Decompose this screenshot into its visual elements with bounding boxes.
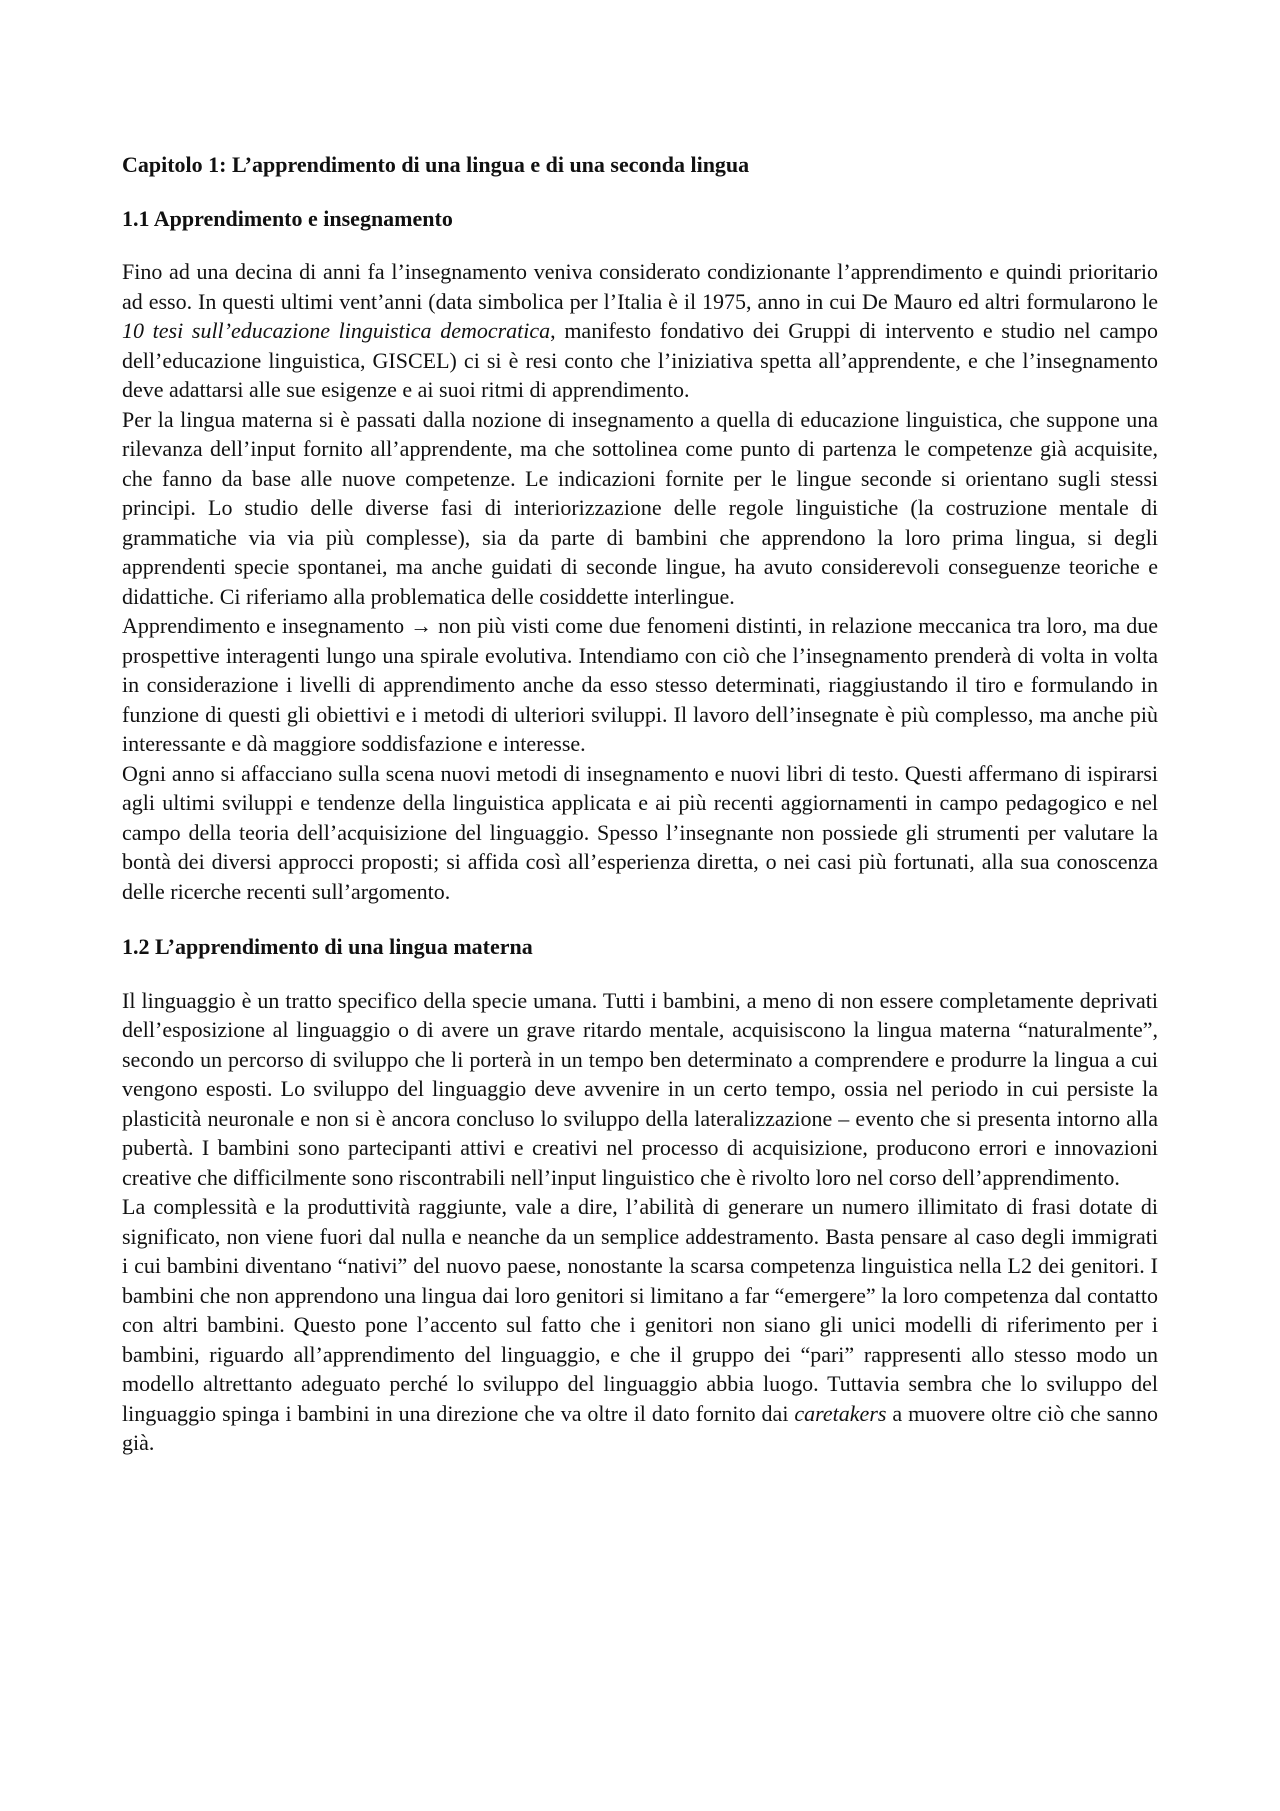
section-title: 1.2 L’apprendimento di una lingua materna: [122, 934, 533, 959]
paragraph: [122, 986, 1158, 1193]
paragraph-italic-text: 10 tesi sull’educazione linguistica democratica: [122, 318, 551, 343]
paragraph: [122, 611, 1158, 759]
paragraph: [122, 257, 1158, 405]
paragraph-text: Per la lingua materna si è passati dalla nozione di insegnamento a quella di educazione linguistica, che suppone una rilevanza dell’input fornito all’apprendente, ma che sottolinea come punto di partenza le competenze già acquisite, che fanno da base alle nuove competenze. Le indicazioni fornite per le lingue seconde si orientano sugli stessi principi. Lo studio delle diverse fasi di interiorizzazione delle regole linguistiche (la costruzione mentale di grammatiche via via più complesse), sia da parte di bambini che apprendono la loro prima lingua, si degli apprendenti specie spontanei, ma anche guidati di seconde lingue, ha avuto considerevoli conseguenze teoriche e didattiche. Ci riferiamo alla problematica delle cosiddette interlingue.: [122, 406, 1158, 609]
section-1-2: [122, 932, 1158, 1458]
paragraph-italic-text: caretakers: [794, 1400, 887, 1426]
paragraph-text: a muovere oltre ciò che sanno già.: [122, 1400, 1158, 1455]
chapter-title: Capitolo 1: L’apprendimento di una lingua e di una seconda lingua: [122, 152, 750, 177]
paragraph-text: , manifesto fondativo dei Gruppi di intervento e studio nel campo dell’educazione linguistica, GISCEL) ci si è resi conto che l’iniziativa spetta all’apprendente, e che l’insegnamento deve adattarsi alle sue esigenze e ai suoi ritmi di apprendimento.: [122, 318, 1158, 402]
paragraph-text: Fino ad una decina di anni fa l’insegnamento veniva considerato condizionante l’apprendimento e quindi prioritario ad esso. In questi ultimi vent’anni (data simbolica per l’Italia è il 1975, anno in cui De Mauro ed altri formularono le: [122, 259, 1158, 314]
section-divider: [122, 906, 1158, 932]
paragraph: [122, 1192, 1158, 1458]
paragraph-text: Ogni anno si affacciano sulla scena nuovi metodi di insegnamento e nuovi libri di testo. Questi affermano di ispirarsi agli ultimi sviluppi e tendenze della linguistica applicata e ai più recenti aggiornamenti in campo pedagogico e nel campo della teoria dell’acquisizione del linguaggio. Spesso l’insegnante non possiede gli strumenti per valutare la bontà dei diversi approcci proposti; si affida così all’esperienza diretta, o nei casi più fortunati, alla sua conoscenza delle ricerche recenti sull’argomento.: [122, 760, 1158, 904]
paragraph-text: Apprendimento e insegnamento → non più visti come due fenomeni distinti, in relazione meccanica tra loro, ma due prospettive interagenti lungo una spirale evolutiva. Intendiamo con ciò che l’insegnamento prenderà di volta in volta in considerazione i livelli di apprendimento anche da esso stesso determinati, riaggiustando il tiro e formulando in funzione di questi gli obiettivi e i metodi di ulteriori sviluppi. Il lavoro dell’insegnate è più complesso, ma anche più interessante e dà maggiore soddisfazione e interesse.: [122, 613, 1158, 756]
document-page: [122, 150, 1158, 1458]
paragraph-text: La complessità e la produttività raggiunte, vale a dire, l’abilità di generare un numero illimitato di frasi dotate di significato, non viene fuori dal nulla e neanche da un semplice addestramento. Basta pensare al caso degli immigrati i cui bambini diventano “nativi” del nuovo paese, nonostante la scarsa competenza linguistica nella L2 dei genitori. I bambini che non apprendono una lingua dai loro genitori si limitano a far “emergere” la loro competenza dal contatto con altri bambini. Questo pone l’accento sul fatto che i genitori non siano gli unici modelli di riferimento per i bambini, riguardo all’apprendimento del linguaggio, e che il gruppo dei “pari” rappresenti allo stesso modo un modello altrettanto adeguato perché lo sviluppo del linguaggio abbia luogo. Tuttavia sembra che lo sviluppo del linguaggio spinga i bambini in una direzione che va oltre il dato fornito dai: [122, 1194, 1158, 1426]
section-1-1: [122, 204, 1158, 907]
paragraph: [122, 759, 1158, 907]
section-title: 1.1 Apprendimento e insegnamento: [122, 205, 453, 231]
paragraph: [122, 405, 1158, 612]
paragraph-text: Il linguaggio è un tratto specifico della specie umana. Tutti i bambini, a meno di non essere completamente deprivati dell’esposizione al linguaggio o di avere un grave ritardo mentale, acquisiscono la lingua materna “naturalmente”, secondo un percorso di sviluppo che li porterà in un tempo ben determinato a comprendere e produrre la lingua a cui vengono esposti. Lo sviluppo del linguaggio deve avvenire in un certo tempo, ossia nel periodo in cui persiste la plasticità neuronale e non si è ancora concluso lo sviluppo della lateralizzazione – evento che si presenta intorno alla pubertà. I bambini sono partecipanti attivi e creativi nel processo di acquisizione, producono errori e innovazioni creative che difficilmente sono riscontrabili nell’input linguistico che è rivolto loro nel corso dell’apprendimento.: [122, 987, 1158, 1190]
